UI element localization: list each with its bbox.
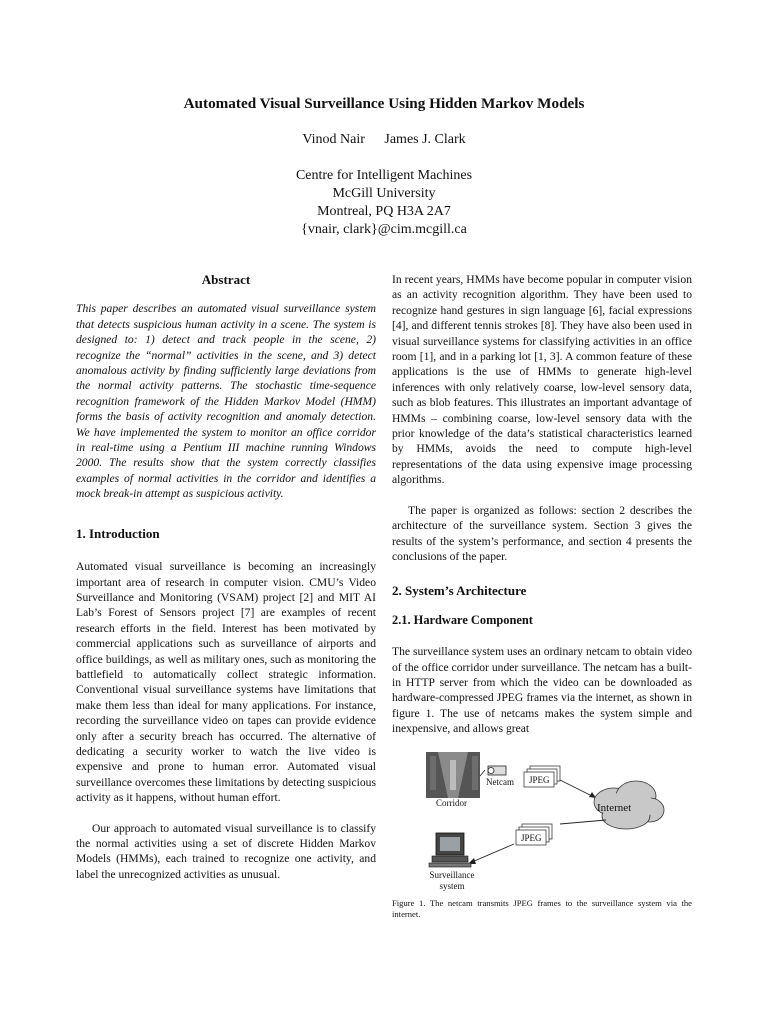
- affiliation: [0, 167, 768, 239]
- surveillance-label-line2: system: [439, 881, 465, 891]
- left-column: [76, 272, 376, 882]
- architecture-heading: 2. System’s Architecture: [392, 583, 527, 599]
- abstract-heading: Abstract: [201, 272, 251, 287]
- arrow-to-internet: [560, 780, 592, 796]
- figure-diagram: [392, 752, 692, 897]
- paper-title: Automated Visual Surveillance Using Hidden Markov Models: [183, 95, 585, 112]
- intro-paragraph-2: Our approach to automated visual surveillance is to classify the normal activities using a set of discrete Hidden Markov Models (HMMs), each trained to recognize one activity, and label the unrecognized activities as unusual.: [76, 821, 376, 881]
- intro-paragraph-3: In recent years, HMMs have become popular in computer vision as an activity recognition algorithm. They have been used to recognize hand gestures in sign language [6], facial expressions [4], and different tennis strokes [8]. They have also been used in visual surveillance systems for classifying activities in an office room [1], and in a parking lot [1, 3]. A common feature of these applications is the use of HMMs to generate high-level inferences with only relatively coarse, low-level sensory data, such as blob features. This illustrates an important advantage of HMMs – combining coarse, low-level sensory data with the prior knowledge of the data’s statistical characteristics learned by HMMs, avoids the need to compute high-level representations of the data using expensive image processing algorithms.: [392, 273, 692, 487]
- hardware-subheading: 2.1. Hardware Component: [392, 612, 533, 627]
- right-column: [392, 272, 692, 737]
- figure-caption: Figure 1. The netcam transmits JPEG frames to the surveillance system via the internet.: [392, 898, 692, 919]
- intro-paragraph-1: Automated visual surveillance is becoming an increasingly important area of research in computer vision. CMU’s Video Surveillance and Monitoring (VSAM) project [2] and MIT AI Lab’s Forest of Sensors project [7] are examples of recent research efforts in the field. Interest has been motivated by commercial applications such as surveillance of airports and office buildings, as well as military ones, such as monitoring the battlefield to automatically collect strategic information. Conventional visual surveillance systems have limitations that make them less than ideal for many applications. For instance, recording the surveillance video on tapes can provide evidence only after a security breach has occurred. The alternative of dedicating a security worker to watch the live video is expensive and prone to human error. Automated visual surveillance overcomes these limitations by detecting suspicious activity as it happens, without human effort.: [76, 560, 376, 805]
- affiliation-line: McGill University: [332, 186, 436, 201]
- corridor-photo: [426, 752, 480, 798]
- hardware-paragraph: The surveillance system uses an ordinary netcam to obtain video of the office corridor under surveillance. The netcam has a built-in HTTP server from which the video can be downloaded as hardware-compressed JPEG frames via the internet, as shown in figure 1. The use of netcams makes the system simple and inexpensive, and allows great: [392, 645, 692, 736]
- netcam-icon: [480, 766, 506, 776]
- surveillance-label-line1: Surveillance: [429, 870, 475, 880]
- authors: [0, 132, 768, 148]
- affiliation-email: {vnair, clark}@cim.mcgill.ca: [301, 222, 467, 237]
- intro-heading: 1. Introduction: [76, 525, 160, 541]
- affiliation-line: Montreal, PQ H3A 2A7: [317, 204, 451, 219]
- arrow-to-computer: [472, 844, 514, 862]
- corridor-label: Corridor: [436, 798, 467, 808]
- internet-label: Internet: [597, 802, 632, 814]
- figure-1: [392, 752, 692, 922]
- jpeg-label-bottom: JPEG: [521, 833, 542, 843]
- intro-paragraph-4: The paper is organized as follows: section 2 describes the architecture of the surveillance system. Section 3 gives the results of the system’s performance, and section 4 presents the conclusions of the paper.: [392, 503, 692, 563]
- abstract-text: This paper describes an automated visual surveillance system that detects suspicious human activity in a scene. The system is designed to: 1) detect and track people in the scene, 2) recognize the “normal” activities in the scene, and 3) detect anomalous activity by finding sufficiently large deviations from the normal activity patterns. The stochastic time-sequence recognition framework of the Hidden Markov Model (HMM) forms the basis of activity recognition and anomaly detection. We have implemented the system to monitor an office corridor in real-time using a Pentium III machine running Windows 2000. The results show that the system correctly classifies examples of normal activities in the corridor and identifies a mock break-in attempt as suspicious activity.: [76, 302, 376, 501]
- computer-icon: [429, 833, 471, 867]
- author-2: James J. Clark: [384, 132, 466, 147]
- affiliation-line: Centre for Intelligent Machines: [295, 168, 473, 183]
- author-1: Vinod Nair: [302, 132, 365, 147]
- jpeg-label-top: JPEG: [529, 775, 550, 785]
- arrow-from-internet: [560, 820, 606, 824]
- netcam-label: Netcam: [486, 777, 514, 787]
